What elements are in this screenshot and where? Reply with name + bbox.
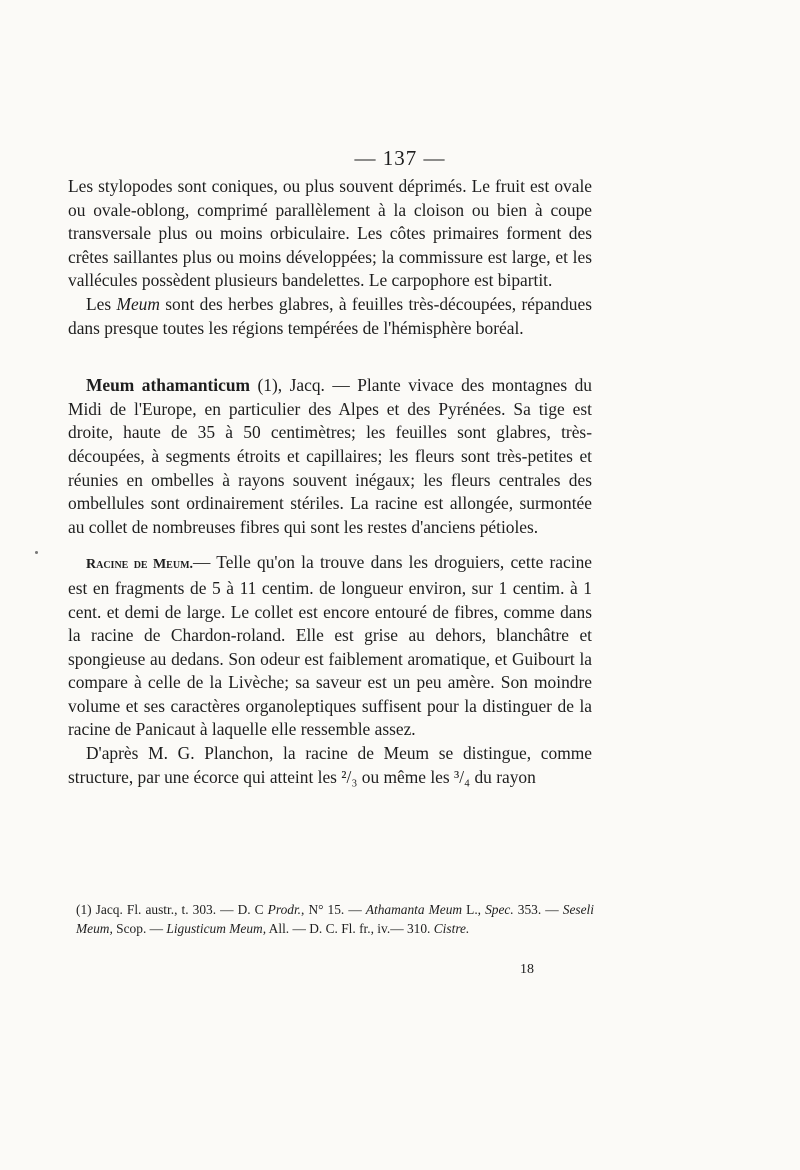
spacer [68, 539, 592, 551]
section-heading: Racine de Meum. [86, 557, 194, 573]
spacer [68, 340, 592, 374]
page-number: — 137 — [354, 146, 446, 170]
paragraph-genus-description: Les Meum sont des herbes glabres, à feuilles très-découpées, répandues dans presque toutes les régions tempérées de l'hémisphère boréal. [68, 293, 592, 338]
footnote: (1) Jacq. Fl. austr., t. 303. — D. C Prodr., N° 15. — Athamanta Meum L., Spec. 353. — Seseli Meum, Scop. — Ligusticum Meum, All. — D. C. Fl. fr., iv.— 310. Cistre. [76, 902, 594, 936]
signature-mark: 18 [520, 962, 534, 977]
paragraph-meum-athamanticum: Meum athamanticum (1), Jacq. — Plante vivace des montagnes du Midi de l'Europe, en particulier des Alpes et des Pyrénées. Sa tige est droite, haute de 35 à 50 centimètres; les feuilles sont glabres, très-découpées, à segments étroits et capillaires; les fleurs sont très-petites et réunies en ombelles à rayons souvent inégaux; les fleurs centrales des ombellules sont ordinairement stériles. La racine est allongée, surmontée au collet de nombreuses fibres qui sont les restes d'anciens pétioles. [68, 375, 592, 537]
body-text [68, 175, 592, 789]
paragraph-planchon: D'après M. G. Planchon, la racine de Meum se distingue, comme structure, par une écorce qui atteint les ²/₃ ou même les ³/₄ du rayon [68, 743, 592, 787]
paragraph-racine-de-meum: Racine de Meum.— Telle qu'on la trouve dans les droguiers, cette racine est en fragments de 5 à 11 centim. de longueur environ, sur 1 centim. à 1 cent. et demi de large. Le collet est encore entouré de fibres, comme dans la racine de Chardon-roland. Elle est grise au dehors, blanchâtre et spongieuse au dedans. Son odeur est faiblement aromatique, et Guibourt la compare à celle de la Livèche; sa saveur est un peu amère. Son moindre volume et ses caractères organoleptiques suffisent pour la distinguer de la racine de Panicaut à laquelle elle ressemble assez. [68, 552, 592, 740]
paragraph-fruit-description: Les stylopodes sont coniques, ou plus souvent déprimés. Le fruit est ovale ou ovale-oblong, comprimé parallèlement à la cloison ou bien à coupe transversale plus ou moins orbiculaire. Les côtes primaires forment des crêtes saillantes plus ou moins développées; la commissure est large, et les vallécules possèdent plusieurs bandelettes. Le carpophore est bipartit. [68, 176, 592, 291]
genus-name: Meum [116, 293, 160, 314]
species-heading: Meum athamanticum [86, 375, 250, 396]
ink-speck [35, 551, 38, 554]
